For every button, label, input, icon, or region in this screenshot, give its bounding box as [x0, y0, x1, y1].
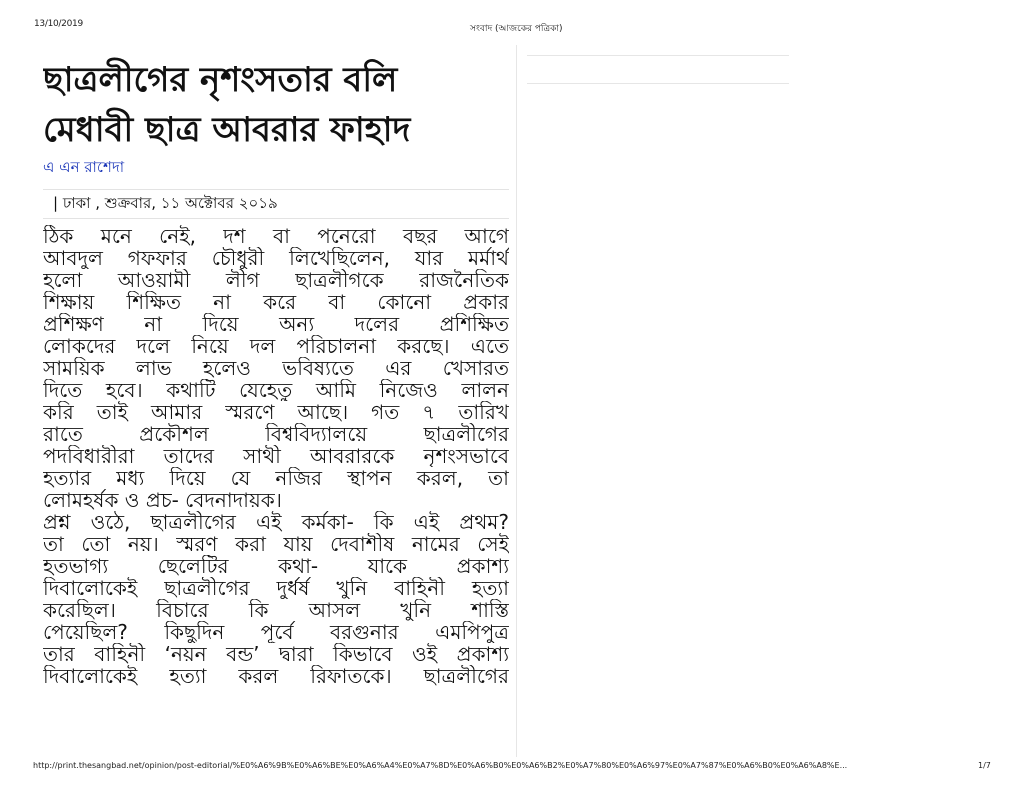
- print-source-url: http://print.thesangbad.net/opinion/post-editorial/%E0%A6%9B%E0%A6%BE%E0%A6%A4%E0%A7%8D%E0%A6%B0%E0%A6%B2%E0%A7%80%E0%A6%97%E0%A7%87%E0%A6%B0%E0%A6%A8%E...: [33, 761, 848, 770]
- dateline-bar: [43, 189, 509, 219]
- article: [43, 55, 509, 755]
- body-line: রাতে প্রকৌশল বিশ্ববিদ্যালয়ে ছাত্রলীগের: [43, 423, 509, 445]
- body-line: করি তাই আমার স্মরণে আছে। গত ৭ তারিখ: [43, 401, 509, 423]
- body-line: হতভাগ্য ছেলেটির কথা- যাকে প্রকাশ্য: [43, 555, 509, 577]
- body-line: আবদুল গফফার চৌধুরী লিখেছিলেন, যার মর্মার্থ: [43, 247, 509, 269]
- body-line: ঠিক মনে নেই, দশ বা পনেরো বছর আগে: [43, 225, 509, 247]
- headline-line-2: মেধাবী ছাত্র আবরার ফাহাদ: [43, 110, 411, 150]
- body-line: প্রশ্ন ওঠে, ছাত্রলীগের এই কর্মকা- কি এই প্রথম?: [43, 511, 509, 533]
- body-line: সাময়িক লাভ হলেও ভবিষ্যতে এর খেসারত: [43, 357, 509, 379]
- body-line: প্রশিক্ষণ না দিয়ে অন্য দলের প্রশিক্ষিত: [43, 313, 509, 335]
- page-cut-fade: [43, 742, 509, 756]
- dateline: | ঢাকা , শুক্রবার, ১১ অক্টোবর ২০১৯: [53, 193, 278, 212]
- article-body: [43, 225, 509, 687]
- column-divider: [516, 45, 517, 757]
- body-line: পেয়েছিল? কিছুদিন পূর্বে বরগুনার এমপিপুত্র: [43, 621, 509, 643]
- sidebar-rule: [527, 83, 789, 84]
- paragraph-1: [43, 225, 509, 511]
- sidebar-rule: [527, 55, 789, 56]
- print-page-title: সংবাদ (আজকের পত্রিকা): [470, 24, 563, 34]
- body-line: করেছিল। বিচারে কি আসল খুনি শাস্তি: [43, 599, 509, 621]
- body-line: তার বাহিনী ‘নয়ন বন্ড’ দ্বারা কিভাবে ওই প্রকাশ্য: [43, 643, 509, 665]
- body-line: হত্যার মধ্য দিয়ে যে নজির স্থাপন করল, তা: [43, 467, 509, 489]
- body-line: হলো আওয়ামী লীগ ছাত্রলীগকে রাজনৈতিক: [43, 269, 509, 291]
- body-line: লোকদের দলে নিয়ে দল পরিচালনা করছে। এতে: [43, 335, 509, 357]
- paragraph-2: [43, 511, 509, 687]
- body-line: তা তো নয়। স্মরণ করা যায় দেবাশীষ নামের সেই: [43, 533, 509, 555]
- body-line: পদবিধারীরা তাদের সাথী আবরারকে নৃশংসভাবে: [43, 445, 509, 467]
- body-line: শিক্ষায় শিক্ষিত না করে বা কোনো প্রকার: [43, 291, 509, 313]
- author-link[interactable]: এ এন রাশেদা: [43, 158, 125, 176]
- headline-line-1: ছাত্রলীগের নৃশংসতার বলি: [43, 60, 398, 100]
- body-line: দিতে হবে। কথাটি যেহেতু আমি নিজেও লালন: [43, 379, 509, 401]
- page-number: 1/7: [978, 761, 991, 770]
- print-date: 13/10/2019: [34, 19, 83, 29]
- article-headline: [43, 55, 509, 155]
- body-line: লোমহর্ষক ও প্রচ- বেদনাদায়ক।: [43, 489, 282, 511]
- body-line: দিবালোকেই ছাত্রলীগের দুর্ধর্ষ খুনি বাহিনী হত্যা: [43, 577, 509, 599]
- body-line: দিবালোকেই হত্যা করল রিফাতকে। ছাত্রলীগের: [43, 665, 509, 687]
